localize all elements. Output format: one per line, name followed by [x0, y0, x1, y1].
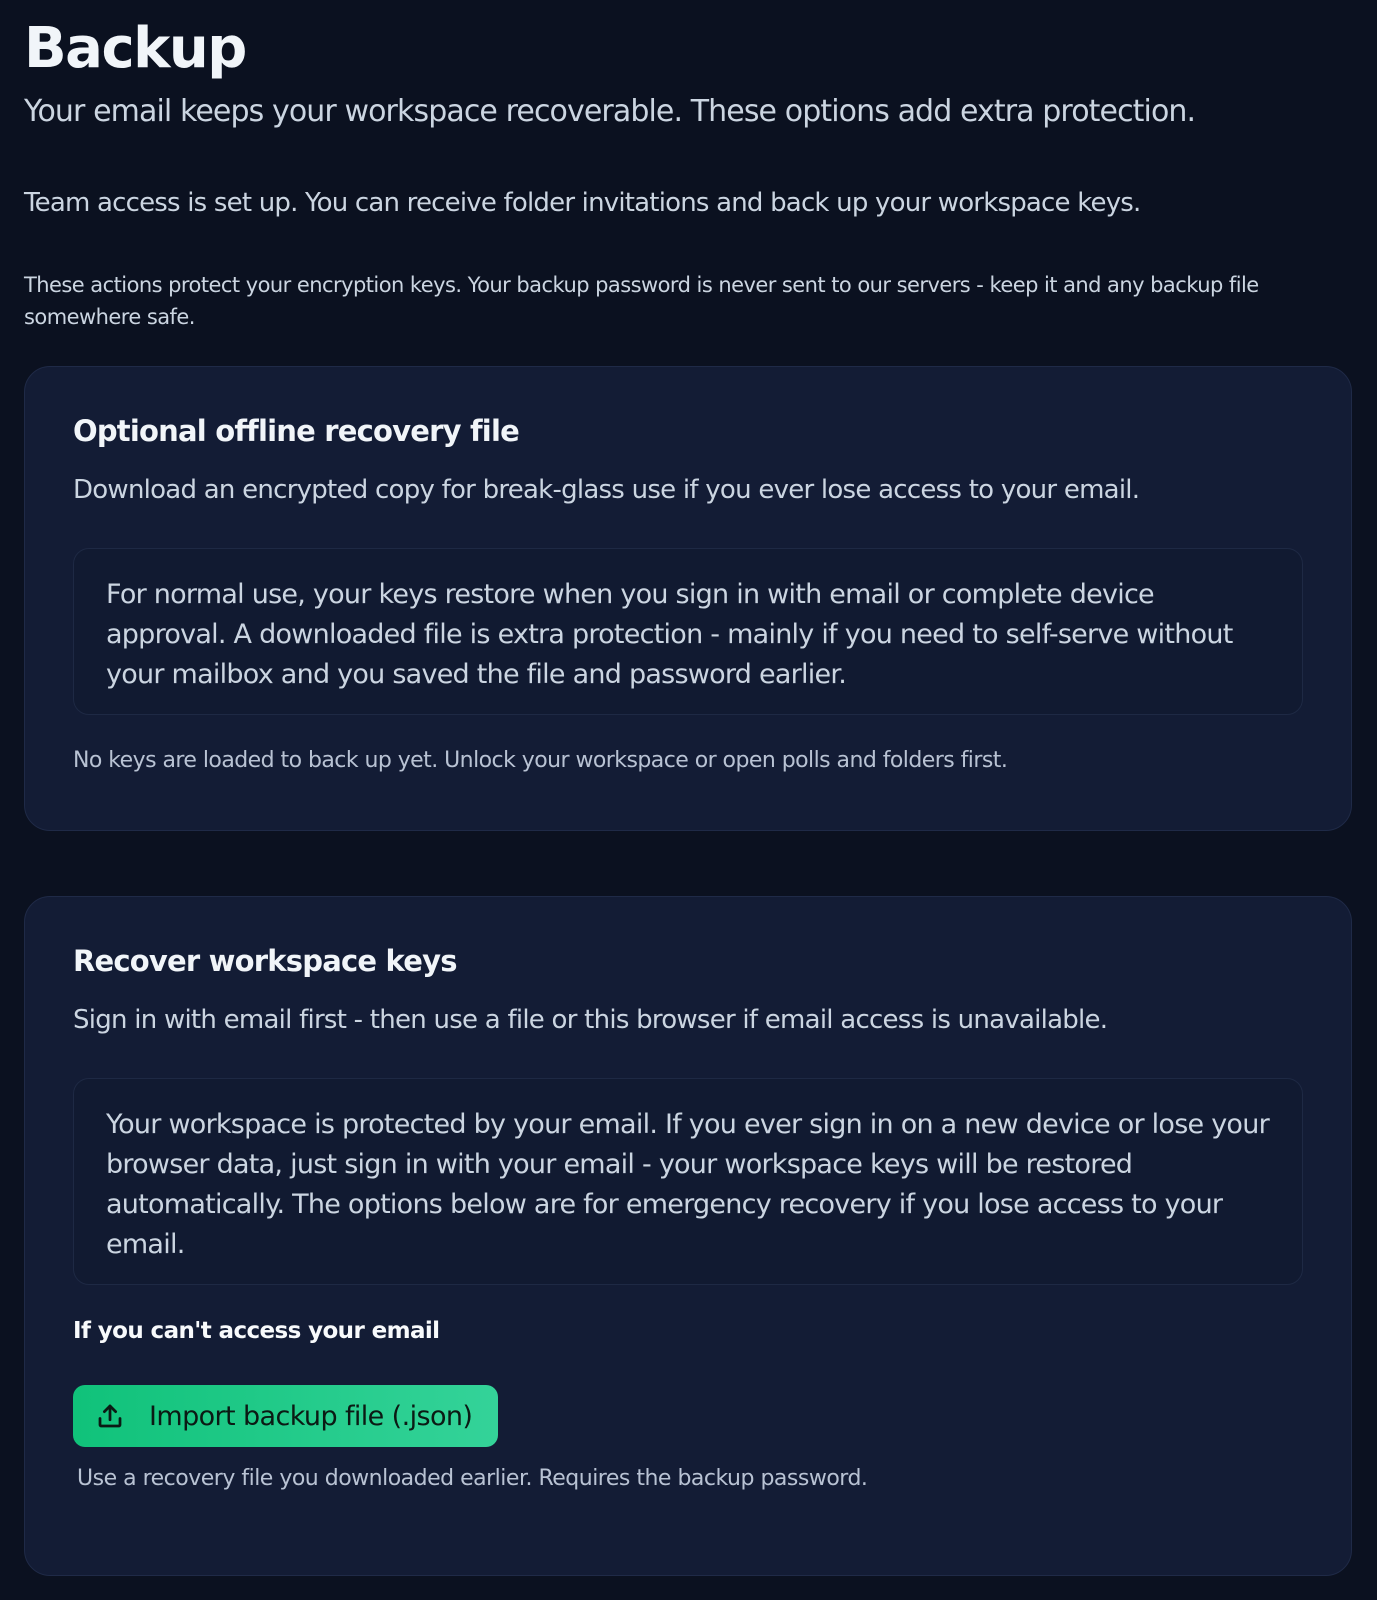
page-subtitle: Your email keeps your workspace recoverable. These options add extra protection. [24, 94, 1196, 129]
import-backup-button[interactable] [73, 1385, 498, 1447]
upload-icon [93, 1399, 127, 1433]
team-access-status: Team access is set up. You can receive folder invitations and back up your workspace keys. [24, 188, 1141, 218]
recover-keys-title: Recover workspace keys [73, 944, 457, 978]
offline-recovery-card [24, 366, 1352, 831]
no-email-section-label: If you can't access your email [73, 1318, 440, 1344]
import-backup-button-label: Import backup file (.json) [149, 1400, 473, 1432]
recover-keys-info: Your workspace is protected by your email. If you ever sign in on a new device or lose your browser data, just sign in with your email - your workspace keys will be restored automatically. The options below are for emergency recovery if you lose access to your email. [73, 1078, 1303, 1285]
offline-recovery-info: For normal use, your keys restore when you sign in with email or complete device approval. A downloaded file is extra protection - mainly if you need to self-serve without your mailbox and you saved the file and password earlier. [73, 548, 1303, 715]
offline-recovery-empty-state: No keys are loaded to back up yet. Unlock your workspace or open polls and folders first. [73, 748, 1008, 773]
recover-keys-description: Sign in with email first - then use a file or this browser if email access is unavailable. [73, 1005, 1108, 1035]
page-title: Backup [24, 16, 246, 81]
import-backup-hint: Use a recovery file you downloaded earlier. Requires the backup password. [77, 1466, 868, 1491]
offline-recovery-title: Optional offline recovery file [73, 414, 519, 448]
recover-keys-card [24, 896, 1352, 1576]
offline-recovery-description: Download an encrypted copy for break-glass use if you ever lose access to your email. [73, 475, 1140, 505]
security-note: These actions protect your encryption keys. Your backup password is never sent to our servers - keep it and any backup file somewhere safe. [24, 273, 1259, 329]
